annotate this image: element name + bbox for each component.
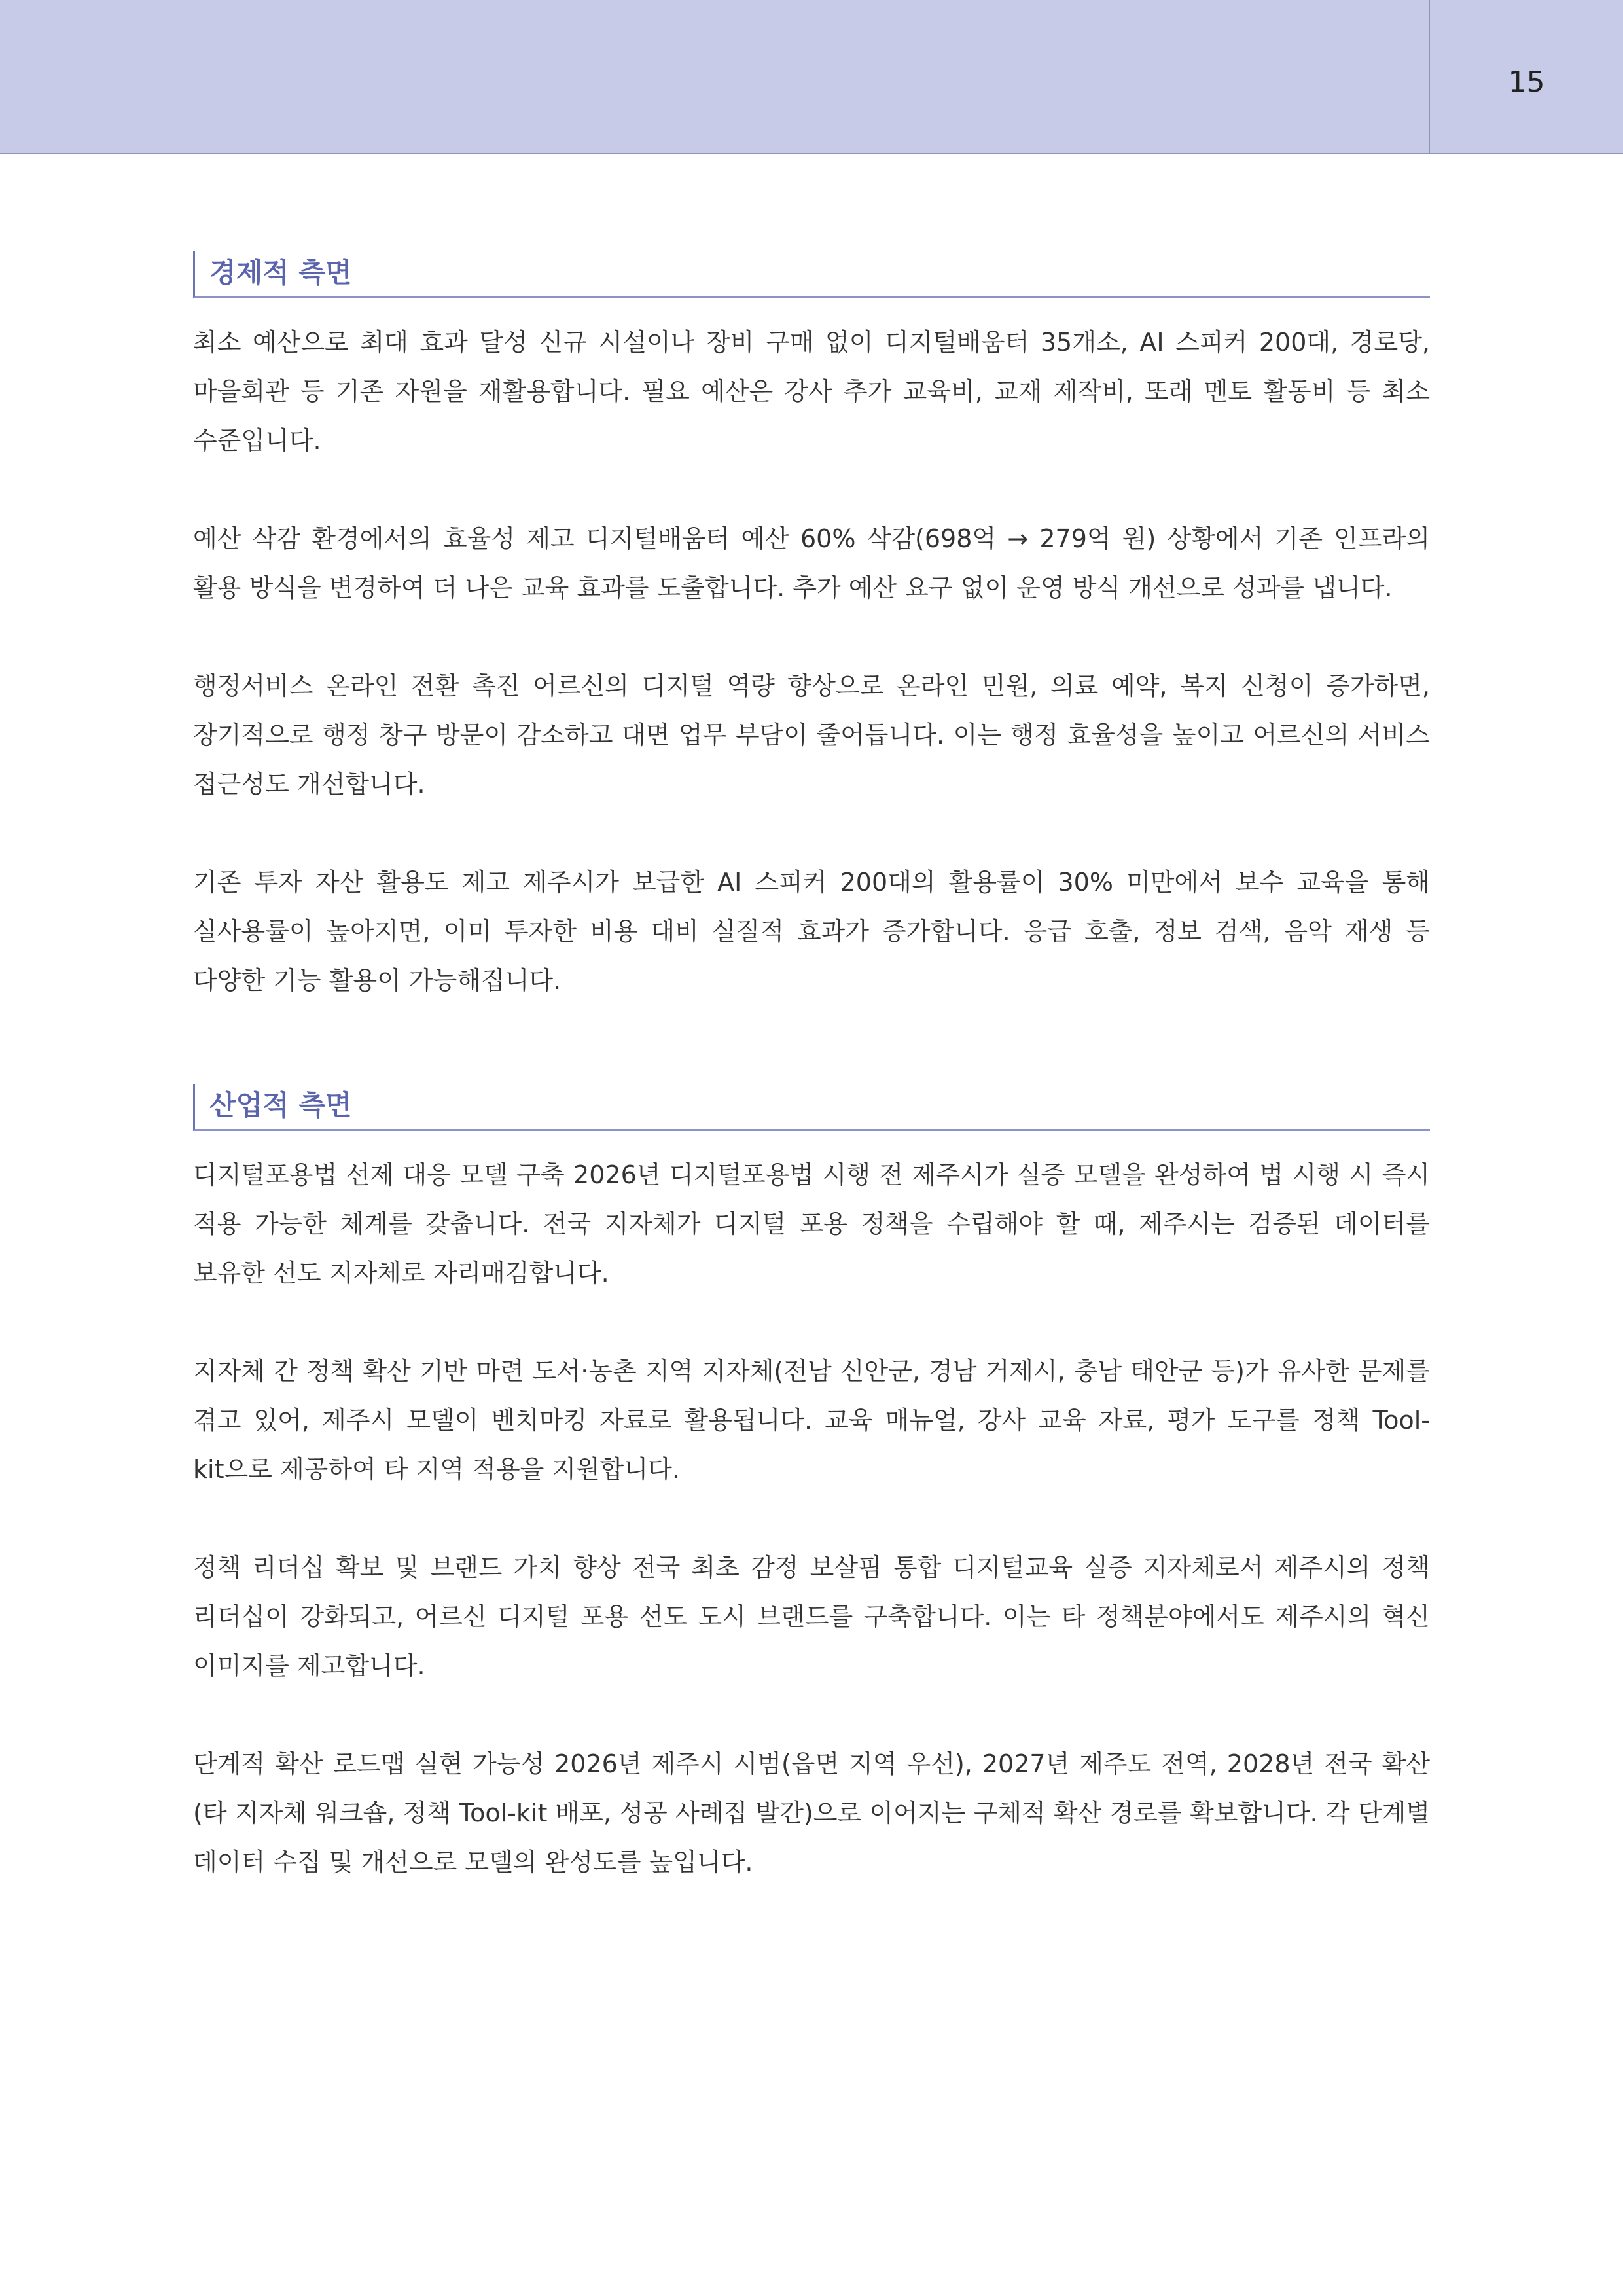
page-content <box>193 251 1430 1936</box>
section-industrial <box>193 1084 1430 1887</box>
paragraph: 단계적 확산 로드맵 실현 가능성 2026년 제주시 시범(읍면 지역 우선), 2027년 제주도 전역, 2028년 전국 확산(타 지자체 워크숍, 정책 Tool-kit 배포, 성공 사례집 발간)으로 이어지는 구체적 확산 경로를 확보합니다. 각 단계별 데이터 수집 및 개선으로 모델의 완성도를 높입니다. <box>193 1749 1430 1876</box>
header-band <box>0 0 1623 154</box>
section-heading: 경제적 측면 <box>193 251 1430 298</box>
paragraph: 지자체 간 정책 확산 기반 마련 도서·농촌 지역 지자체(전남 신안군, 경남 거제시, 충남 태안군 등)가 유사한 문제를 겪고 있어, 제주시 모델이 벤치마킹 자료로 활용됩니다. 교육 매뉴얼, 강사 교육 자료, 평가 도구를 정책 Tool-kit으로 제공하여 타 지역 적용을 지원합니다. <box>193 1357 1430 1484</box>
paragraph: 기존 투자 자산 활용도 제고 제주시가 보급한 AI 스피커 200대의 활용률이 30% 미만에서 보수 교육을 통해 실사용률이 높아지면, 이미 투자한 비용 대비 실질적 효과가 증가합니다. 응급 호출, 정보 검색, 음악 재생 등 다양한 기능 활용이 가능해집니다. <box>193 868 1430 995</box>
paragraph: 행정서비스 온라인 전환 촉진 어르신의 디지털 역량 향상으로 온라인 민원, 의료 예약, 복지 신청이 증가하면, 장기적으로 행정 창구 방문이 감소하고 대면 업무 부담이 줄어듭니다. 이는 행정 효율성을 높이고 어르신의 서비스 접근성도 개선합니다. <box>193 672 1430 798</box>
section-economic <box>193 251 1430 1005</box>
paragraph: 정책 리더십 확보 및 브랜드 가치 향상 전국 최초 감정 보살핌 통합 디지털교육 실증 지자체로서 제주시의 정책 리더십이 강화되고, 어르신 디지털 포용 선도 도시 브랜드를 구축합니다. 이는 타 정책분야에서도 제주시의 혁신 이미지를 제고합니다. <box>193 1553 1430 1680</box>
paragraph: 최소 예산으로 최대 효과 달성 신규 시설이나 장비 구매 없이 디지털배움터 35개소, AI 스피커 200대, 경로당, 마을회관 등 기존 자원을 재활용합니다. 필요 예산은 강사 추가 교육비, 교재 제작비, 또래 멘토 활동비 등 최소 수준입니다. <box>193 328 1430 455</box>
page-number: 15 <box>1508 65 1545 99</box>
section-heading: 산업적 측면 <box>193 1084 1430 1131</box>
paragraph: 디지털포용법 선제 대응 모델 구축 2026년 디지털포용법 시행 전 제주시가 실증 모델을 완성하여 법 시행 시 즉시 적용 가능한 체계를 갖춥니다. 전국 지자체가 디지털 포용 정책을 수립해야 할 때, 제주시는 검증된 데이터를 보유한 선도 지자체로 자리매김합니다. <box>193 1160 1430 1287</box>
paragraph: 예산 삭감 환경에서의 효율성 제고 디지털배움터 예산 60% 삭감(698억 → 279억 원) 상황에서 기존 인프라의 활용 방식을 변경하여 더 나은 교육 효과를 도출합니다. 추가 예산 요구 없이 운영 방식 개선으로 성과를 냅니다. <box>193 524 1430 602</box>
